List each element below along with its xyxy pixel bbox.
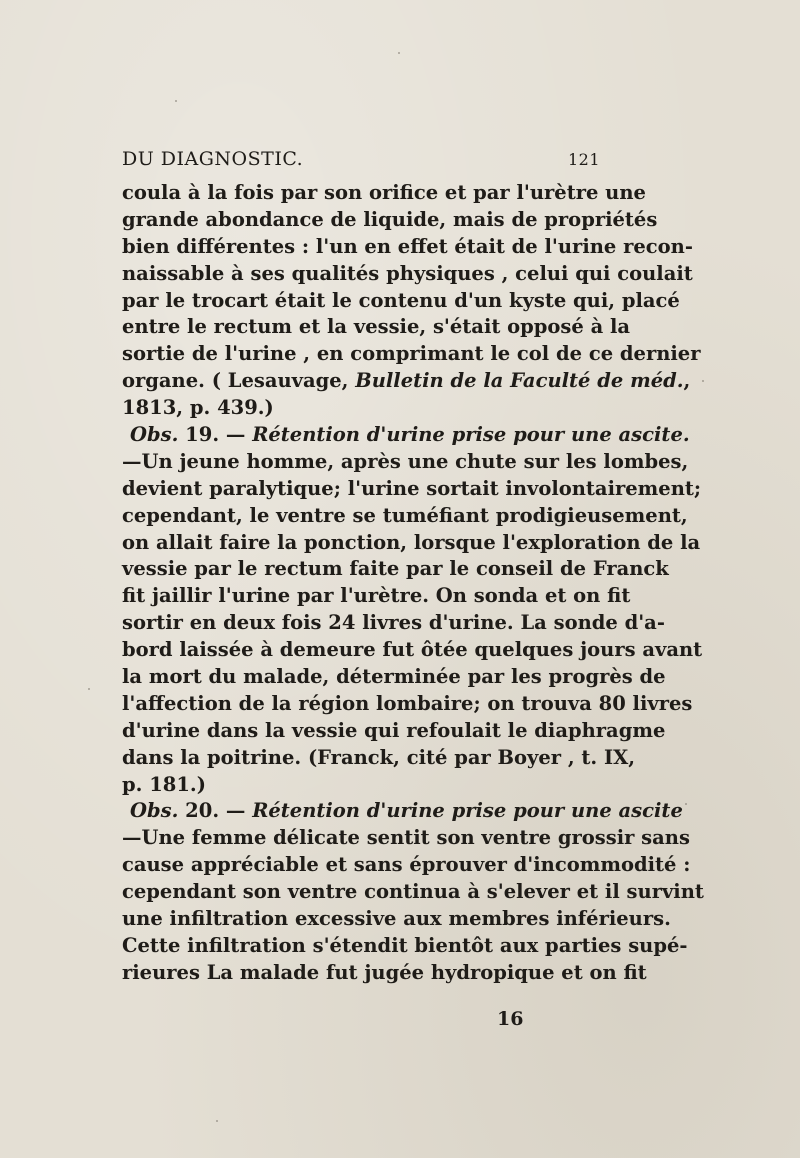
text-segment: 19. —	[178, 423, 253, 447]
text-segment: on allait faire la ponction, lorsque l'exploration de la	[122, 530, 701, 554]
text-segment: d'urine dans la vessie qui refoulait le diaphragme	[122, 718, 666, 742]
text-line	[122, 395, 600, 422]
italic-segment: Rétention d'urine prise pour une ascite.	[252, 423, 690, 447]
text-line	[122, 610, 665, 637]
text-segment: dans la poitrine. (Franck, cité par Boyer , t. IX,	[122, 745, 636, 769]
text-segment: cependant son ventre continua à s'elever et il survint	[122, 880, 704, 904]
text-segment: coula à la fois par son orifice et par l'urètre une	[122, 181, 646, 204]
text-segment: ,	[683, 369, 691, 393]
text-line	[122, 556, 669, 583]
text-line	[122, 960, 647, 987]
text-segment: sortie de l'urine , en comprimant le col de ce dernier	[122, 342, 701, 366]
text-body	[122, 180, 704, 987]
text-line	[122, 852, 691, 879]
text-line	[122, 906, 671, 933]
running-header	[122, 148, 600, 170]
text-segment: p. 181.)	[122, 772, 206, 796]
text-line	[122, 530, 701, 557]
page-number: 121	[567, 150, 600, 169]
text-line	[122, 583, 631, 610]
text-line	[122, 314, 631, 341]
text-segment: fit jaillir l'urine par l'urètre. On sonda et on fit	[122, 584, 631, 608]
italic-segment: Rétention d'urine prise pour une ascite	[252, 799, 683, 823]
text-line	[122, 422, 690, 449]
text-segment: une infiltration excessive aux membres inférieurs.	[122, 907, 671, 931]
text-segment: bien différentes : l'un en effet était de l'urine recon-	[122, 234, 693, 258]
text-line	[122, 798, 683, 825]
text-segment: devient paralytique; l'urine sortait involontairement;	[122, 476, 702, 500]
paper-speck	[175, 100, 177, 102]
text-line	[122, 368, 691, 395]
text-line	[122, 933, 688, 960]
text-line	[122, 207, 658, 234]
text-segment: Cette infiltration s'étendit bientôt aux parties supé-	[122, 933, 688, 957]
running-title: DU DIAGNOSTIC.	[122, 148, 304, 170]
text-segment: —Un jeune homme, après une chute sur les lombes,	[122, 449, 689, 473]
text-line	[122, 879, 704, 906]
text-line	[122, 825, 690, 852]
text-segment: vessie par le rectum faite par le conseil de Franck	[122, 557, 669, 581]
text-segment: 20. —	[178, 799, 253, 823]
text-segment: naissable à ses qualités physiques , celui qui coulait	[122, 261, 693, 285]
text-segment: par le trocart était le contenu d'un kyste qui, placé	[122, 288, 680, 312]
text-line	[122, 288, 680, 315]
text-segment: sortir en deux fois 24 livres d'urine. La sonde d'a-	[122, 611, 665, 635]
text-segment: l'affection de la région lombaire; on trouva 80 livres	[122, 691, 693, 715]
text-line	[122, 718, 666, 745]
text-segment: 1813, p. 439.)	[122, 396, 274, 420]
italic-segment: Bulletin de la Faculté de méd.	[355, 369, 684, 393]
text-segment: grande abondance de liquide, mais de propriétés	[122, 207, 658, 231]
text-line	[122, 261, 693, 288]
text-line	[122, 503, 688, 530]
text-line	[122, 691, 693, 718]
text-line	[122, 341, 701, 368]
paper-speck	[216, 1120, 218, 1122]
text-line	[122, 449, 689, 476]
signature-mark: 16	[497, 1008, 524, 1030]
text-segment: entre le rectum et la vessie, s'était opposé à la	[122, 315, 631, 339]
text-segment: rieures La malade fut jugée hydropique et on fit	[122, 960, 647, 984]
italic-segment: Obs.	[130, 423, 179, 447]
text-segment: organe. ( Lesauvage,	[122, 369, 356, 393]
text-line	[122, 637, 703, 664]
paper-speck	[88, 688, 90, 690]
paper-speck	[398, 52, 400, 54]
text-segment: la mort du malade, déterminée par les progrès de	[122, 665, 666, 689]
text-line	[122, 476, 702, 503]
paper-speck	[702, 380, 704, 382]
text-line	[122, 772, 600, 799]
text-line	[122, 180, 646, 207]
text-line	[122, 234, 693, 261]
text-segment: cause appréciable et sans éprouver d'incommodité :	[122, 853, 691, 877]
italic-segment: Obs.	[130, 799, 179, 823]
text-segment: —Une femme délicate sentit son ventre grossir sans	[122, 826, 690, 850]
text-line	[122, 664, 666, 691]
text-segment: cependant, le ventre se tuméfiant prodigieusement,	[122, 503, 688, 527]
text-line	[122, 745, 636, 772]
text-segment: bord laissée à demeure fut ôtée quelques jours avant	[122, 638, 703, 662]
paper-speck	[685, 803, 687, 805]
